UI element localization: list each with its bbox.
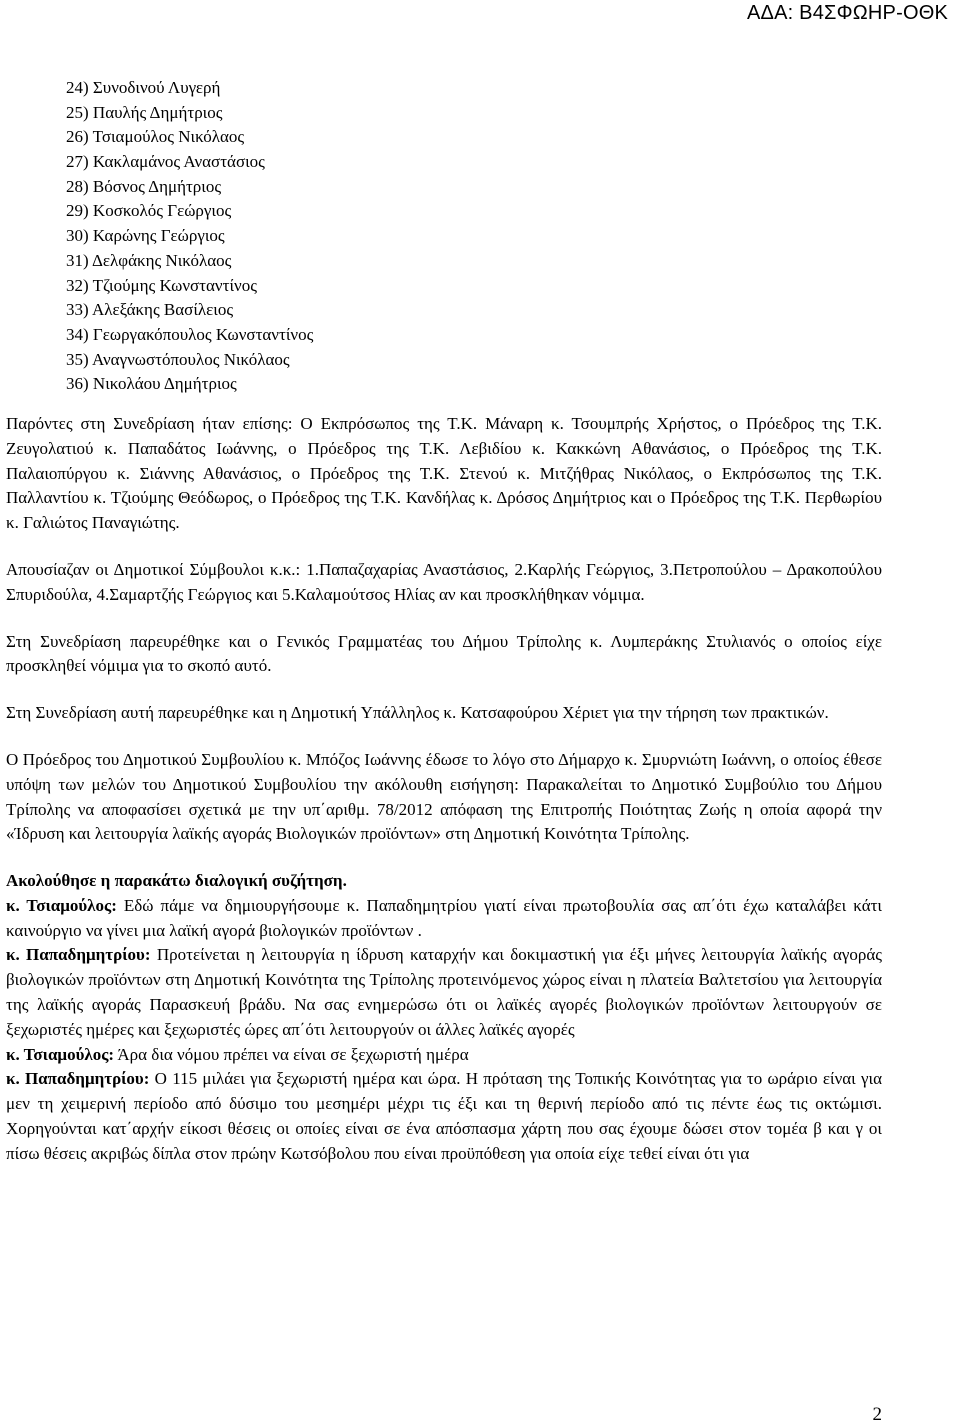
page-number: 2 — [872, 1404, 882, 1425]
list-item: 29) Κοσκολός Γεώργιος — [66, 201, 232, 221]
absent-paragraph: Απουσίαζαν οι Δημοτικοί Σύμβουλοι κ.κ.: 1.Παπαζαχαρίας Αναστάσιος, 2.Καρλής Γεώργιος, 3.Πετροπούλου – Δρακοπούλου Σπυριδούλα, 4.Σαμαρτζής Γεώργιος και 5.Καλαμούτσος Ηλίας αν και προσκλήθηκαν νόμιμα. — [6, 559, 882, 604]
speech-text: Εδώ πάμε να δημιουργήσουμε κ. Παπαδημητρίου γιατί είναι πρωτοβουλία σας απ΄ότι έχω καταλάβει κάτι καινούργιο να γίνει μια λαϊκή αγορά βιολογικών προϊόντων . — [6, 895, 883, 940]
president-paragraph: Ο Πρόεδρος του Δημοτικού Συμβουλίου κ. Μπόζος Ιωάννης έδωσε το λόγο στο Δήμαρχο κ. Σμυρνιώτη Ιωάννη, ο οποίος έθεσε υπόψη των μελών του Δημοτικού Συμβουλίου την ακόλουθη εισήγηση: Παρακαλείται το Δημοτικό Συμβούλιο του Δήμου Τρίπολης να αποφασίσει σχετικά με την υπ΄αριθμ. 78/2012 απόφαση της Επιτροπής Ποιότητας Ζωής η οποία αφορά την «Ίδρυση και λειτουργία λαϊκής αγοράς Βιολογικών προϊόντων» στη Δημοτική Κοινότητα Τρίπολης. — [6, 749, 882, 844]
dialogue-entry — [6, 1067, 882, 1166]
speech-text: Άρα δια νόμου πρέπει να είναι σε ξεχωριστή ημέρα — [114, 1044, 469, 1064]
list-item: 36) Νικολάου Δημήτριος — [66, 374, 237, 394]
list-item: 27) Κακλαμάνος Αναστάσιος — [66, 152, 265, 172]
members-list — [66, 76, 882, 397]
speaker-name: κ. Παπαδημητρίου: — [6, 1069, 150, 1089]
employee-paragraph: Στη Συνεδρίαση αυτή παρευρέθηκε και η Δημοτική Υπάλληλος κ. Κατσαφούρου Χέριετ για την τήρηση των πρακτικών. — [6, 703, 829, 723]
speaker-name: κ. Τσιαμούλος: — [6, 1044, 115, 1064]
list-item: 34) Γεωργακόπουλος Κωνσταντίνος — [66, 324, 314, 344]
discussion-heading: Ακολούθησε η παρακάτω διαλογική συζήτηση. — [6, 871, 347, 891]
list-item: 25) Παυλής Δημήτριος — [66, 102, 223, 122]
ada-code: ΑΔΑ: Β4ΣΦΩΗΡ-ΟΘΚ — [747, 2, 948, 24]
document-body — [0, 76, 882, 1167]
dialogue-entry — [6, 943, 882, 1042]
list-item: 32) Τζιούμης Κωνσταντίνος — [66, 275, 257, 295]
list-item: 33) Αλεξάκης Βασίλειος — [66, 300, 234, 320]
list-item: 24) Συνοδινού Λυγερή — [66, 78, 221, 97]
list-item: 30) Καρώνης Γεώργιος — [66, 226, 225, 246]
dialogue-entry — [6, 1043, 882, 1068]
secretary-paragraph: Στη Συνεδρίαση παρευρέθηκε και ο Γενικός Γραμματέας του Δήμου Τρίπολης κ. Λυμπεράκης Στυλιανός ο οποίος είχε προσκληθεί νόμιμα για το σκοπό αυτό. — [6, 631, 882, 676]
present-paragraph: Παρόντες στη Συνεδρίαση ήταν επίσης: Ο Εκπρόσωπος της Τ.Κ. Μάναρη κ. Τσουμπρής Χρήστος, ο Πρόεδρος της Τ.Κ. Ζευγολατιού κ. Παπαδάτος Ιωάννης, ο Πρόεδρος της Τ.Κ. Λεβιδίου κ. Κακκώνη Αθανάσιος, ο Πρόεδρος της Τ.Κ. Παλαιοπύργου κ. Σιάννης Αθανάσιος, ο Πρόεδρος της Τ.Κ. Στενού κ. Μιτζήθρας Νικόλαος, ο Εκπρόσωπος της Τ.Κ. Παλλαντίου κ. Τζιούμης Θεόδωρος, ο Πρόεδρος της Τ.Κ. Κανδήλας κ. Δρόσος Δημήτριος και ο Πρόεδρος της Τ.Κ. Περθωρίου κ. Γαλιώτος Παναγιώτης. — [6, 413, 882, 533]
list-item: 35) Αναγνωστόπουλος Νικόλαος — [66, 349, 290, 369]
list-item: 31) Δελφάκης Νικόλαος — [66, 250, 232, 270]
speech-text: Προτείνεται η λειτουργία η ίδρυση καταρχήν και δοκιμαστική για έξι μήνες λειτουργία λαϊκής αγοράς βιολογικών προϊόντων στη Δημοτική Κοινότητα της Τρίπολης προτεινόμενος χώρος είναι η πλατεία Βαλτετσίου για λειτουργία της λαϊκής αγοράς Παρασκευή βράδυ. Να σας ενημερώσω ότι οι λαϊκές αγορές βιολογικών προϊόντων λειτουργούν σε ξεχωριστές ημέρες και ξεχωριστές ώρες απ΄ότι λειτουργούν οι άλλες λαϊκές αγορές — [6, 945, 882, 1039]
speech-text: Ο 115 μιλάει για ξεχωριστή ημέρα και ώρα. Η πρόταση της Τοπικής Κοινότητας για το ωράριο είναι για μεν τη χειμερινή περίοδο από δύσιμο του μεσημέρι μέχρι τις έξι και τη θερινή περίοδο από τις πέντε έως τις οκτώμισι. Χορηγούνται κατ΄αρχήν είκοσι θέσεις οι οποίες είναι σε ένα απόσπασμα χάρτη που σας έχουμε δώσει στον τομέα β και γ οι πίσω θέσεις ακριβώς δίπλα στον πρώην Κωτσόβολου που είναι προϋπόθεση για οποία είχε τεθεί είναι ότι για — [6, 1069, 882, 1163]
dialogue-entry — [6, 894, 882, 944]
list-item: 28) Βόσνος Δημήτριος — [66, 176, 222, 196]
list-item: 26) Τσιαμούλος Νικόλαος — [66, 127, 245, 147]
speaker-name: κ. Παπαδημητρίου: — [6, 945, 151, 965]
speaker-name: κ. Τσιαμούλος: — [6, 895, 117, 915]
